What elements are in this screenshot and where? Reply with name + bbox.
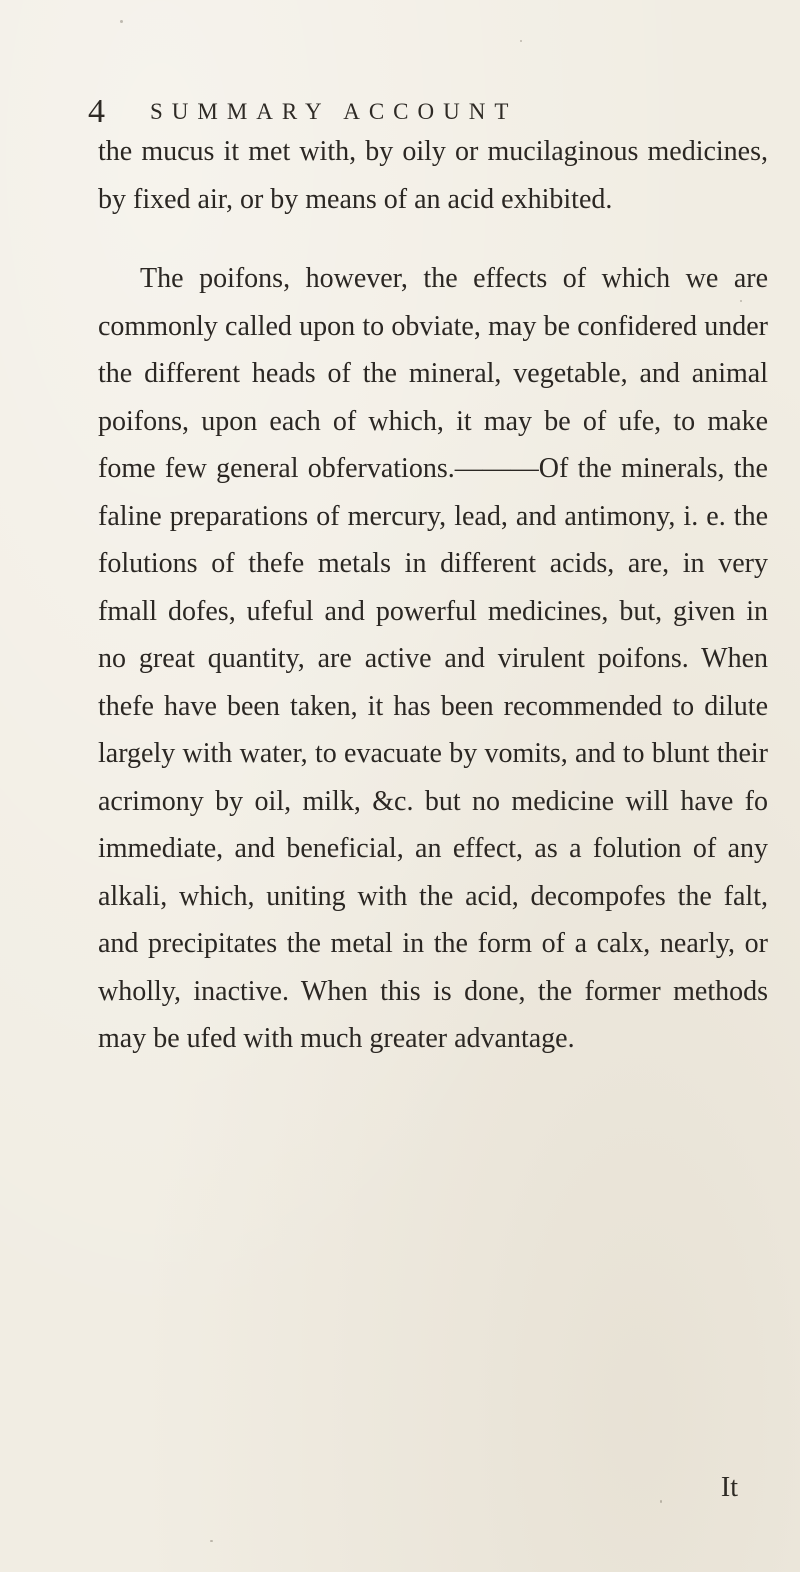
paper-speck (520, 40, 522, 42)
page-header (88, 92, 740, 132)
catchword: It (720, 1472, 738, 1503)
paragraph-continuation: the mucus it met with, by oily or mucilaginous medicines, by fixed air, or by means of an acid exhibited. (98, 136, 768, 215)
paper-speck (660, 1500, 662, 1503)
running-head: SUMMARY ACCOUNT (150, 99, 518, 124)
paper-speck (120, 20, 123, 23)
page-number: 4 (88, 93, 105, 130)
paper-speck (210, 1540, 213, 1542)
paper-speck (740, 300, 742, 302)
body-text (98, 128, 768, 1063)
paragraph-poisons: The poifons, however, the effects of which we are commonly called upon to obviate, may be confidered under the different heads of the mineral, vegetable, and animal poifons, upon each of which, it may be of ufe, to make fome few general obfervations.———Of the minerals, the faline preparations of mercury, lead, and antimony, i. e. the folutions of thefe metals in different acids, are, in very fmall dofes, ufeful and powerful medicines, but, given in no great quantity, are active and virulent poifons. When thefe have been taken, it has been recommended to dilute largely with water, to evacuate by vomits, and to blunt their acrimony by oil, milk, &c. but no medicine will have fo immediate, and beneficial, an effect, as a folution of any alkali, which, uniting with the acid, decompofes the falt, and precipitates the metal in the form of a calx, nearly, or wholly, inactive. When this is done, the former methods may be ufed with much greater advantage. (98, 263, 768, 1054)
